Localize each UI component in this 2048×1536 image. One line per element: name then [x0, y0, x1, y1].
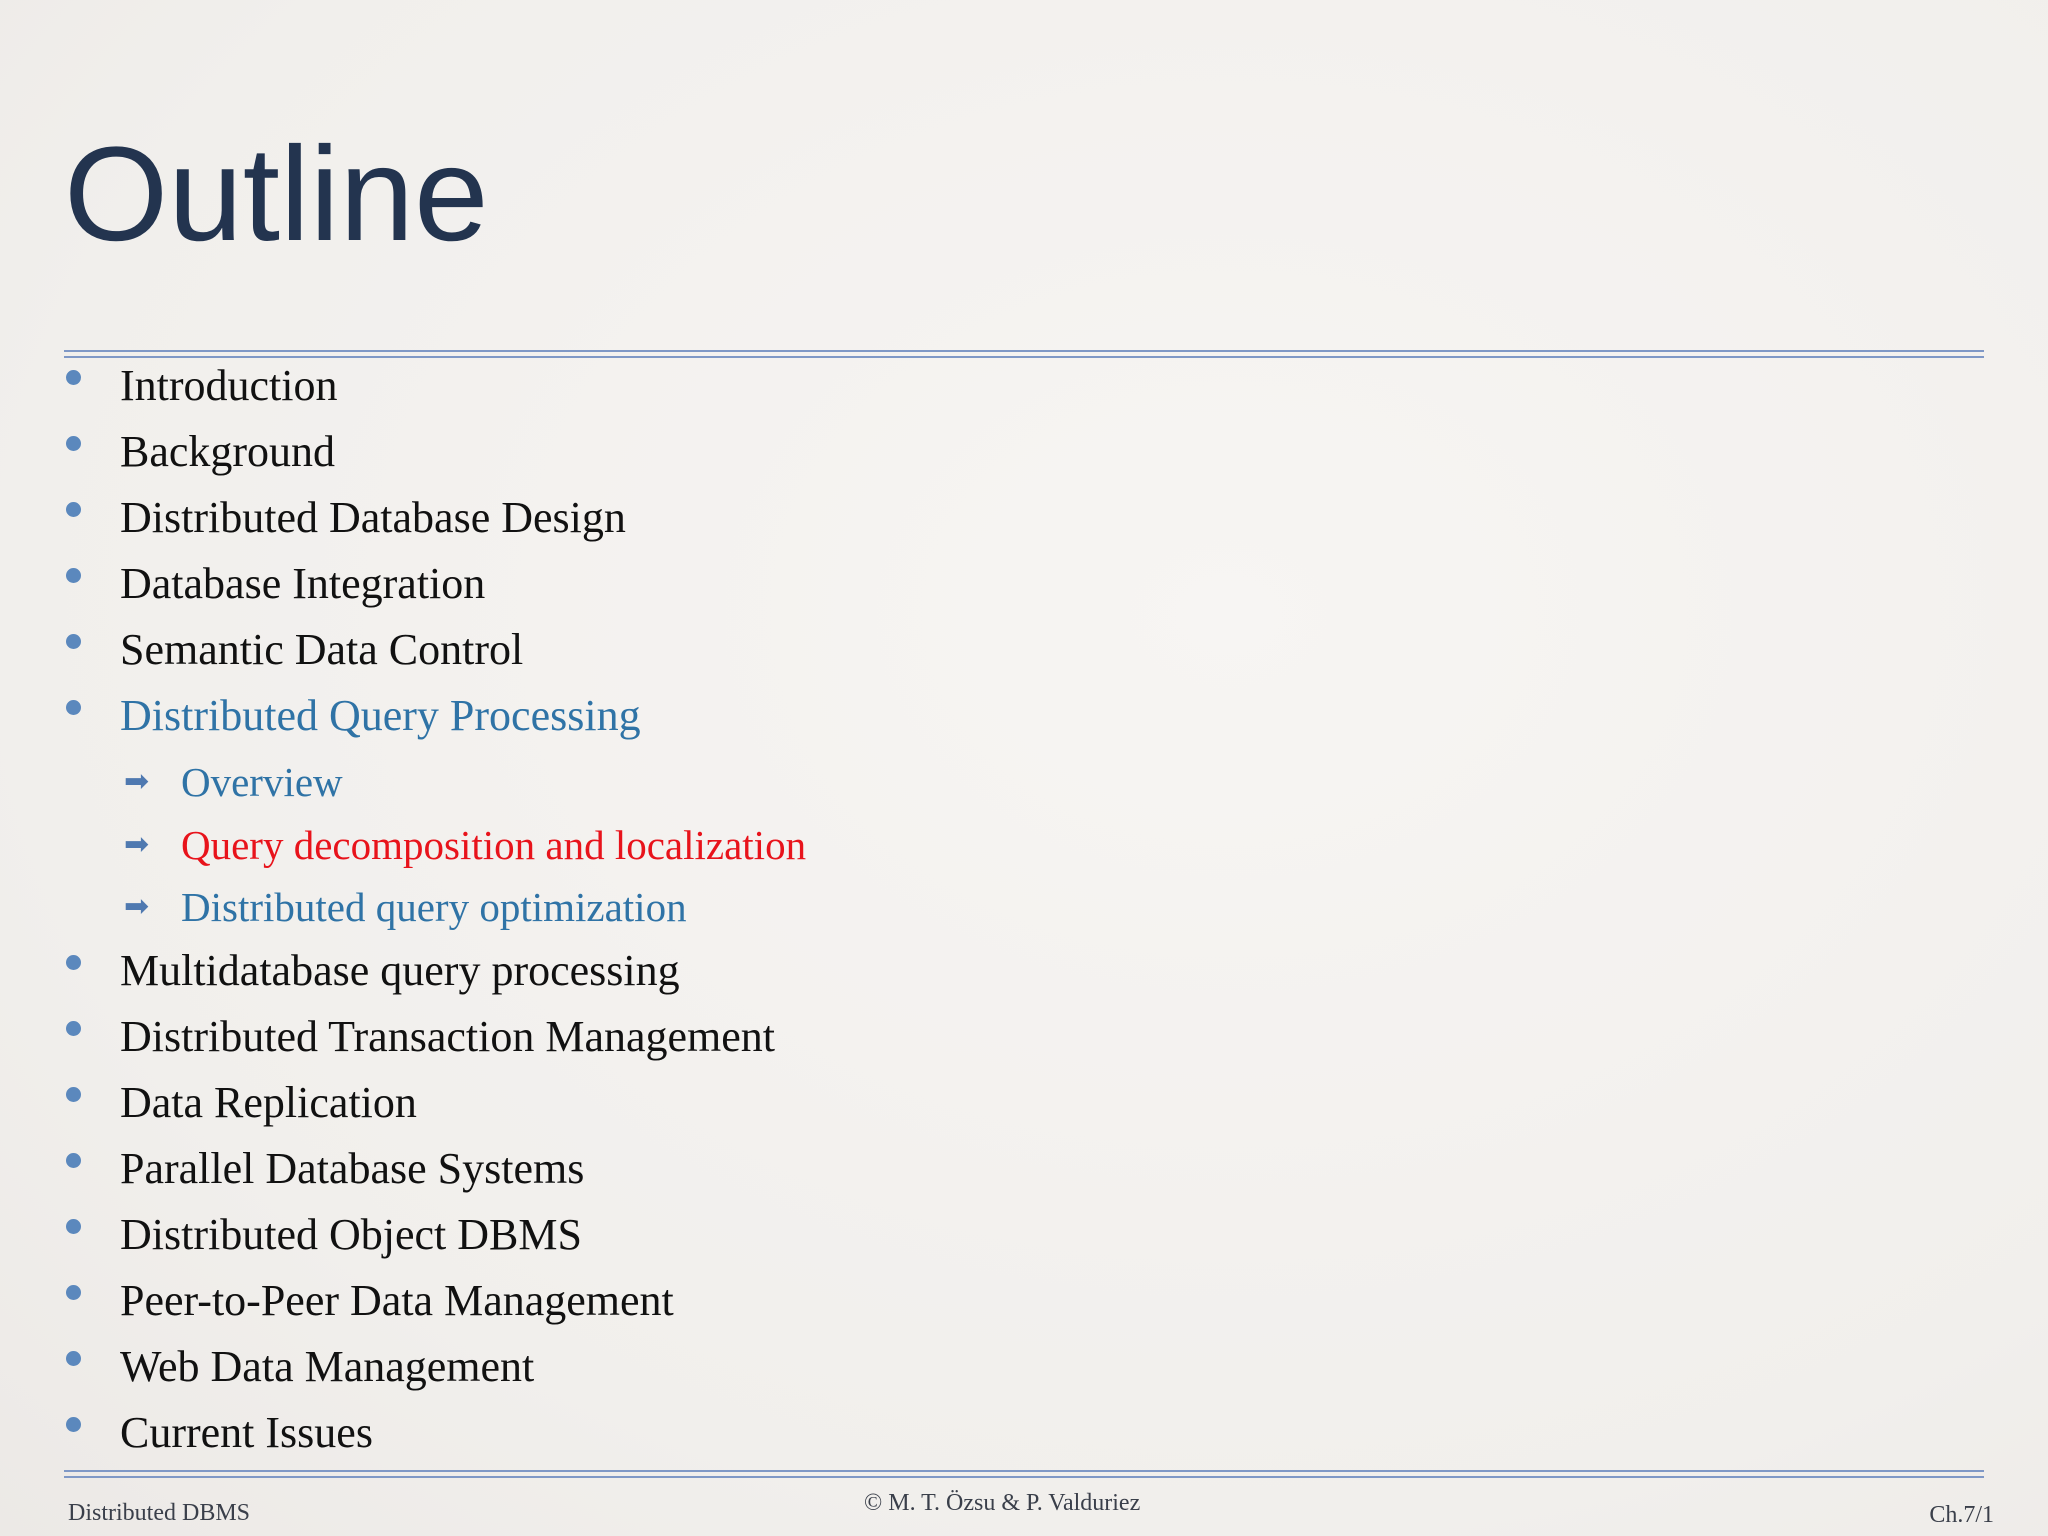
- bullet-icon: [66, 1021, 81, 1036]
- footer-page-number: Ch.7/1: [1929, 1502, 1994, 1528]
- outline-subitem-label: Distributed query optimization: [181, 884, 687, 930]
- outline-item-label: Distributed Query Processing: [120, 691, 641, 740]
- outline-item-label: Semantic Data Control: [120, 625, 524, 674]
- outline-item-label: Data Replication: [120, 1078, 417, 1127]
- outline-item-label: Peer-to-Peer Data Management: [120, 1276, 674, 1325]
- footer-copyright: © M. T. Özsu & P. Valduriez: [864, 1490, 1141, 1516]
- outline-item-label: Distributed Transaction Management: [120, 1012, 776, 1061]
- arrow-right-icon: ➡: [124, 764, 150, 799]
- outline-item-label: Distributed Object DBMS: [120, 1210, 582, 1259]
- bullet-icon: [66, 1087, 81, 1102]
- outline-item-label: Distributed Database Design: [120, 493, 626, 542]
- bullet-icon: [66, 436, 81, 451]
- footer-course-name: Distributed DBMS: [68, 1500, 251, 1526]
- outline-item-label: Parallel Database Systems: [120, 1144, 585, 1193]
- bullet-icon: [66, 1219, 81, 1234]
- outline-item-label: Current Issues: [120, 1408, 373, 1457]
- arrow-right-icon: ➡: [124, 889, 150, 924]
- arrow-right-icon: ➡: [124, 827, 150, 862]
- bullet-icon: [66, 955, 81, 970]
- outline-subitem-label: Query decomposition and localization: [181, 822, 807, 868]
- bullet-icon: [66, 502, 81, 517]
- outline-subitem-label: Overview: [181, 759, 343, 805]
- bullet-icon: [66, 568, 81, 583]
- bullet-icon: [66, 1153, 81, 1168]
- slide-title: Outline: [64, 120, 489, 269]
- bullet-icon: [66, 634, 81, 649]
- outline-item-label: Multidatabase query processing: [120, 946, 680, 995]
- bullet-icon: [66, 1285, 81, 1300]
- bullet-icon: [66, 1417, 81, 1432]
- footer-divider: [64, 1470, 1984, 1472]
- outline-item-label: Introduction: [120, 361, 338, 410]
- footer-divider-secondary: [64, 1476, 1984, 1478]
- outline-item-label: Web Data Management: [120, 1342, 535, 1391]
- outline-item-label: Background: [120, 427, 336, 476]
- bullet-icon: [66, 1351, 81, 1366]
- outline-item-label: Database Integration: [120, 559, 486, 608]
- bullet-icon: [66, 700, 81, 715]
- bullet-icon: [66, 370, 81, 385]
